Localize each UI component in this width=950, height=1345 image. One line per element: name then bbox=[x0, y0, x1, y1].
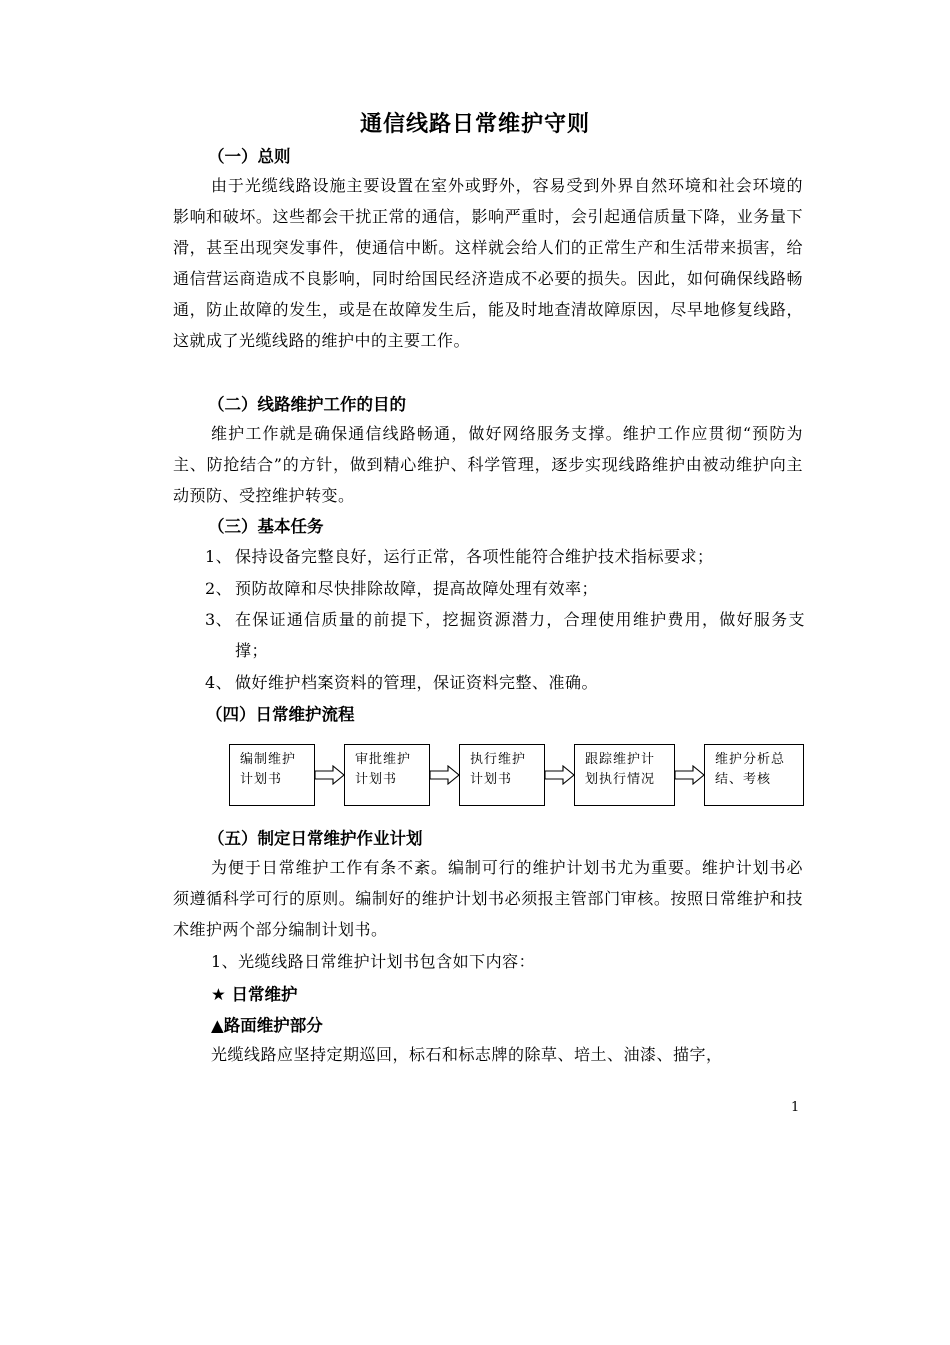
section-3-heading: （三）基本任务 bbox=[208, 517, 324, 536]
section-2-heading: （二）线路维护工作的目的 bbox=[208, 395, 406, 414]
task-item-number: 1、 bbox=[205, 547, 233, 566]
task-item-number: 2、 bbox=[205, 579, 233, 598]
flow-step-3: 执行维护计划书 bbox=[459, 744, 545, 806]
task-item-number: 3、 bbox=[205, 610, 233, 629]
section-1-paragraph: 由于光缆线路设施主要设置在室外或野外，容易受到外界自然环境和社会环境的影响和破坏。这些都会干扰正常的通信，影响严重时，会引起通信质量下降，业务量下滑，甚至出现突发事件，使通信中断。这样就会给人们的正常生产和生活带来损害，给通信营运商造成不良影响，同时给国民经济造成不必要的损失。因此，如何确保线路畅通，防止故障的发生，或是在故障发生后，能及时地查清故障原因，尽早地修复线路，这就成了光缆线路的维护中的主要工作。 bbox=[173, 176, 803, 350]
section-2-paragraph: 维护工作就是确保通信线路畅通，做好网络服务支撑。维护工作应贯彻“预防为主、防抢结合”的方针，做到精心维护、科学管理，逐步实现线路维护由被动维护向主动预防、受控维护转变。 bbox=[173, 424, 803, 505]
section-5-paragraph-2: 光缆线路应坚持定期巡回，标石和标志牌的除草、培土、油漆、描字， bbox=[211, 1045, 723, 1064]
task-item-4 bbox=[205, 667, 805, 698]
section-5-paragraph: 为便于日常维护工作有条不紊。编制可行的维护计划书尤为重要。维护计划书必须遵循科学可行的原则。编制好的维护计划书必须报主管部门审核。按照日常维护和技术维护两个部分编制计划书。 bbox=[173, 858, 803, 939]
task-item-3 bbox=[205, 604, 805, 666]
task-item-text: 预防故障和尽快排除故障，提高故障处理有效率； bbox=[235, 579, 599, 598]
page-number: 1 bbox=[791, 1100, 800, 1115]
task-item-number: 4、 bbox=[205, 673, 233, 692]
section-5-item-1: 1、光缆线路日常维护计划书包含如下内容： bbox=[211, 952, 536, 971]
section-1-heading: （一）总则 bbox=[208, 147, 291, 166]
section-4-heading: （四）日常维护流程 bbox=[206, 705, 355, 724]
task-item-2 bbox=[205, 573, 805, 604]
star-heading: ★ 日常维护 bbox=[211, 985, 298, 1004]
flow-step-1: 编制维护计划书 bbox=[229, 744, 315, 806]
task-item-text: 做好维护档案资料的管理，保证资料完整、准确。 bbox=[235, 673, 599, 692]
flow-arrow-icon bbox=[430, 765, 460, 785]
task-item-1 bbox=[205, 541, 805, 572]
flow-arrow-icon bbox=[315, 765, 345, 785]
flow-arrow-icon bbox=[675, 765, 705, 785]
task-item-text: 保持设备完整良好，运行正常，各项性能符合维护技术指标要求； bbox=[235, 547, 714, 566]
document-title: 通信线路日常维护守则 bbox=[359, 112, 590, 137]
task-item-text: 在保证通信质量的前提下，挖掘资源潜力，合理使用维护费用，做好服务支撑； bbox=[235, 610, 805, 660]
flow-step-5: 维护分析总结、考核 bbox=[704, 744, 804, 806]
flow-step-2: 审批维护计划书 bbox=[344, 744, 430, 806]
section-5-heading: （五）制定日常维护作业计划 bbox=[208, 829, 423, 848]
triangle-heading: ▲路面维护部分 bbox=[211, 1016, 323, 1035]
flow-arrow-icon bbox=[545, 765, 575, 785]
flow-step-4: 跟踪维护计划执行情况 bbox=[574, 744, 675, 806]
